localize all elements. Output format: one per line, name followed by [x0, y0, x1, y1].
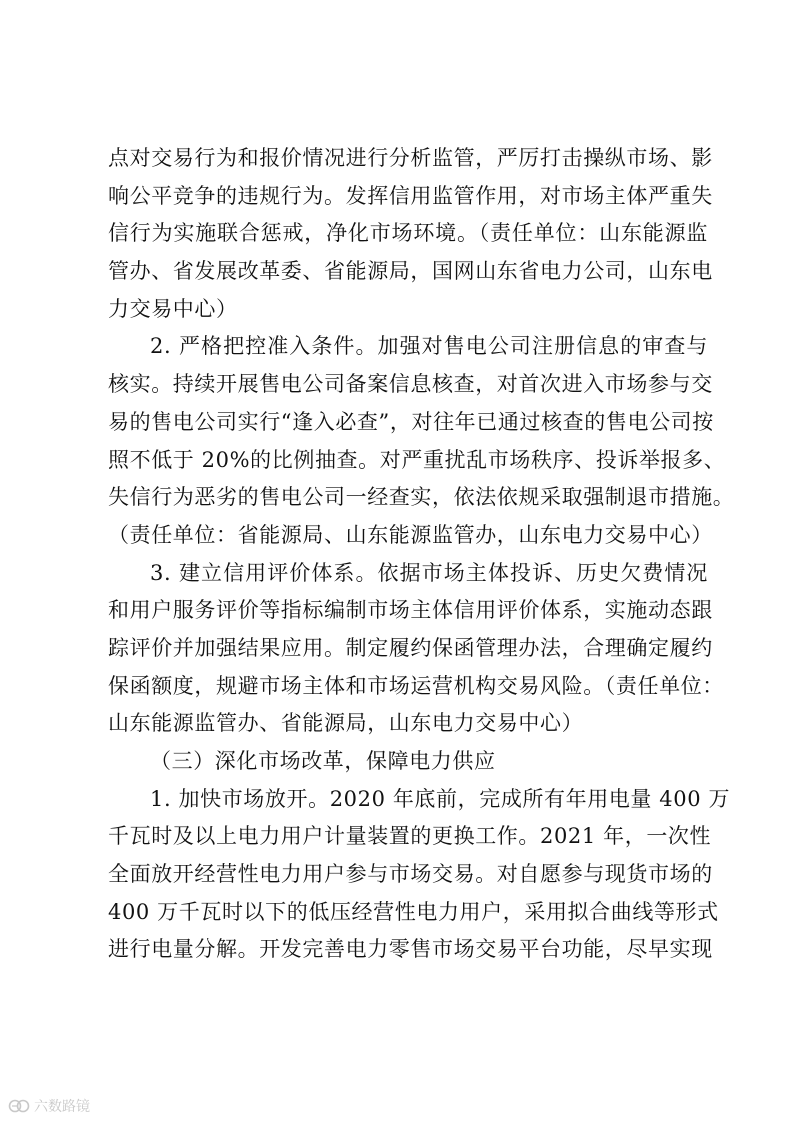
- text-line: 2. 严格把控准入条件。加强对售电公司注册信息的审查与: [150, 334, 708, 359]
- body-text: [108, 140, 735, 969]
- text-line: 3. 建立信用评价体系。依据市场主体投诉、历史欠费情况: [150, 560, 708, 585]
- text-line: 山东能源监管办、省能源局，山东电力交易中心）: [108, 711, 584, 736]
- text-line: 全面放开经营性电力用户参与市场交易。对自愿参与现货市场的: [108, 862, 713, 887]
- text-line: 保函额度，规避市场主体和市场运营机构交易风险。（责任单位：: [108, 673, 724, 698]
- text-line: 易的售电公司实行“逢入必查”，对往年已通过核查的售电公司按: [108, 409, 714, 434]
- text-line: 踪评价并加强结果应用。制定履约保函管理办法，合理确定履约: [108, 635, 713, 660]
- text-line: （责任单位：省能源局、山东能源监管办，山东电力交易中心）: [108, 522, 713, 547]
- text-line: 和用户服务评价等指标编制市场主体信用评价体系，实施动态跟: [108, 598, 713, 623]
- text-line: 力交易中心）: [108, 296, 238, 321]
- text-line: 信行为实施联合惩戒，净化市场环境。（责任单位：山东能源监: [108, 221, 708, 246]
- text-line: 进行电量分解。开发完善电力零售市场交易平台功能，尽早实现: [108, 937, 713, 962]
- watermark-logo-icon: [8, 1097, 30, 1115]
- watermark: [8, 1094, 90, 1118]
- text-line: 照不低于 20%的比例抽查。对严重扰乱市场秩序、投诉举报多、: [108, 447, 726, 472]
- text-line: 管办、省发展改革委、省能源局，国网山东省电力公司，山东电: [108, 259, 713, 284]
- text-line: 核实。持续开展售电公司备案信息核查，对首次进入市场参与交: [108, 372, 713, 397]
- watermark-text: 六数路镜: [34, 1099, 90, 1115]
- text-line: 400 万千瓦时以下的低压经营性电力用户，采用拟合曲线等形式: [108, 899, 719, 924]
- text-line: 千瓦时及以上电力用户计量装置的更换工作。2021 年，一次性: [108, 824, 712, 849]
- text-line: 点对交易行为和报价情况进行分析监管，严厉打击操纵市场、影: [108, 146, 713, 170]
- text-line: 失信行为恶劣的售电公司一经查实，依法依规采取强制退市措施。: [108, 485, 735, 510]
- text-line: 响公平竞争的违规行为。发挥信用监管作用，对市场主体严重失: [108, 183, 713, 208]
- section-heading: （三）深化市场改革，保障电力供应: [150, 749, 496, 773]
- text-line: 1. 加快市场放开。2020 年底前，完成所有年用电量 400 万: [150, 786, 731, 811]
